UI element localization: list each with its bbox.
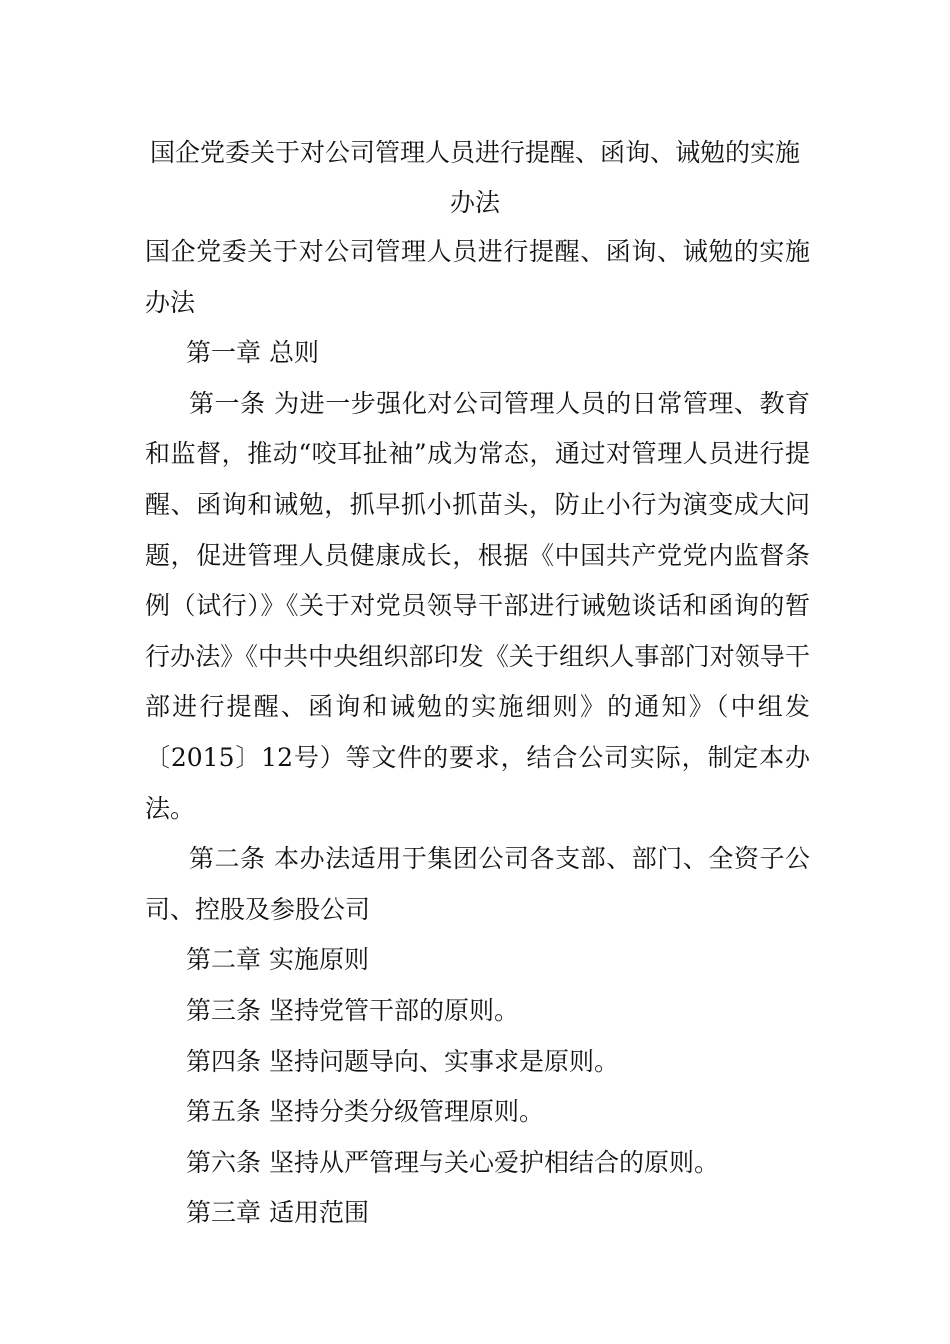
article-2: 第二条 本办法适用于集团公司各支部、部门、全资子公司、控股及参股公司 <box>145 844 810 924</box>
document-body <box>145 227 810 1239</box>
document-subtitle: 国企党委关于对公司管理人员进行提醒、函询、诫勉的实施办法 <box>145 237 810 317</box>
article-3: 第三条 坚持党管干部的原则。 <box>186 995 519 1025</box>
article-5: 第五条 坚持分类分级管理原则。 <box>186 1097 544 1127</box>
chapter-1-heading: 第一章 总则 <box>186 338 319 368</box>
article-4: 第四条 坚持问题导向、实事求是原则。 <box>186 1046 619 1076</box>
article-6: 第六条 坚持从严管理与关心爱护相结合的原则。 <box>186 1147 719 1177</box>
chapter-2-heading: 第二章 实施原则 <box>186 945 369 975</box>
chapter-3-heading: 第三章 适用范围 <box>186 1198 369 1228</box>
document-title: 国企党委关于对公司管理人员进行提醒、函询、诫勉的实施办法 <box>149 138 800 217</box>
article-1: 第一条 为进一步强化对公司管理人员的日常管理、教育和监督，推动“咬耳扯袖”成为常态，通过对管理人员进行提醒、函询和诫勉，抓早抓小抓苗头，防止小行为演变成大问题，促进管理人员健康成长，根据《中国共产党党内监督条 例（试行）》《关于对党员领导干部进行诫勉谈话和函询的暂行办法》《中共中央组织部印发《关于组织人事部门对领导干部进行提醒、函询和诫勉的实施细则》的通知》（中组发〔2015〕12号）等文件的要求，结合公司实际，制定本办法。 <box>145 388 810 823</box>
